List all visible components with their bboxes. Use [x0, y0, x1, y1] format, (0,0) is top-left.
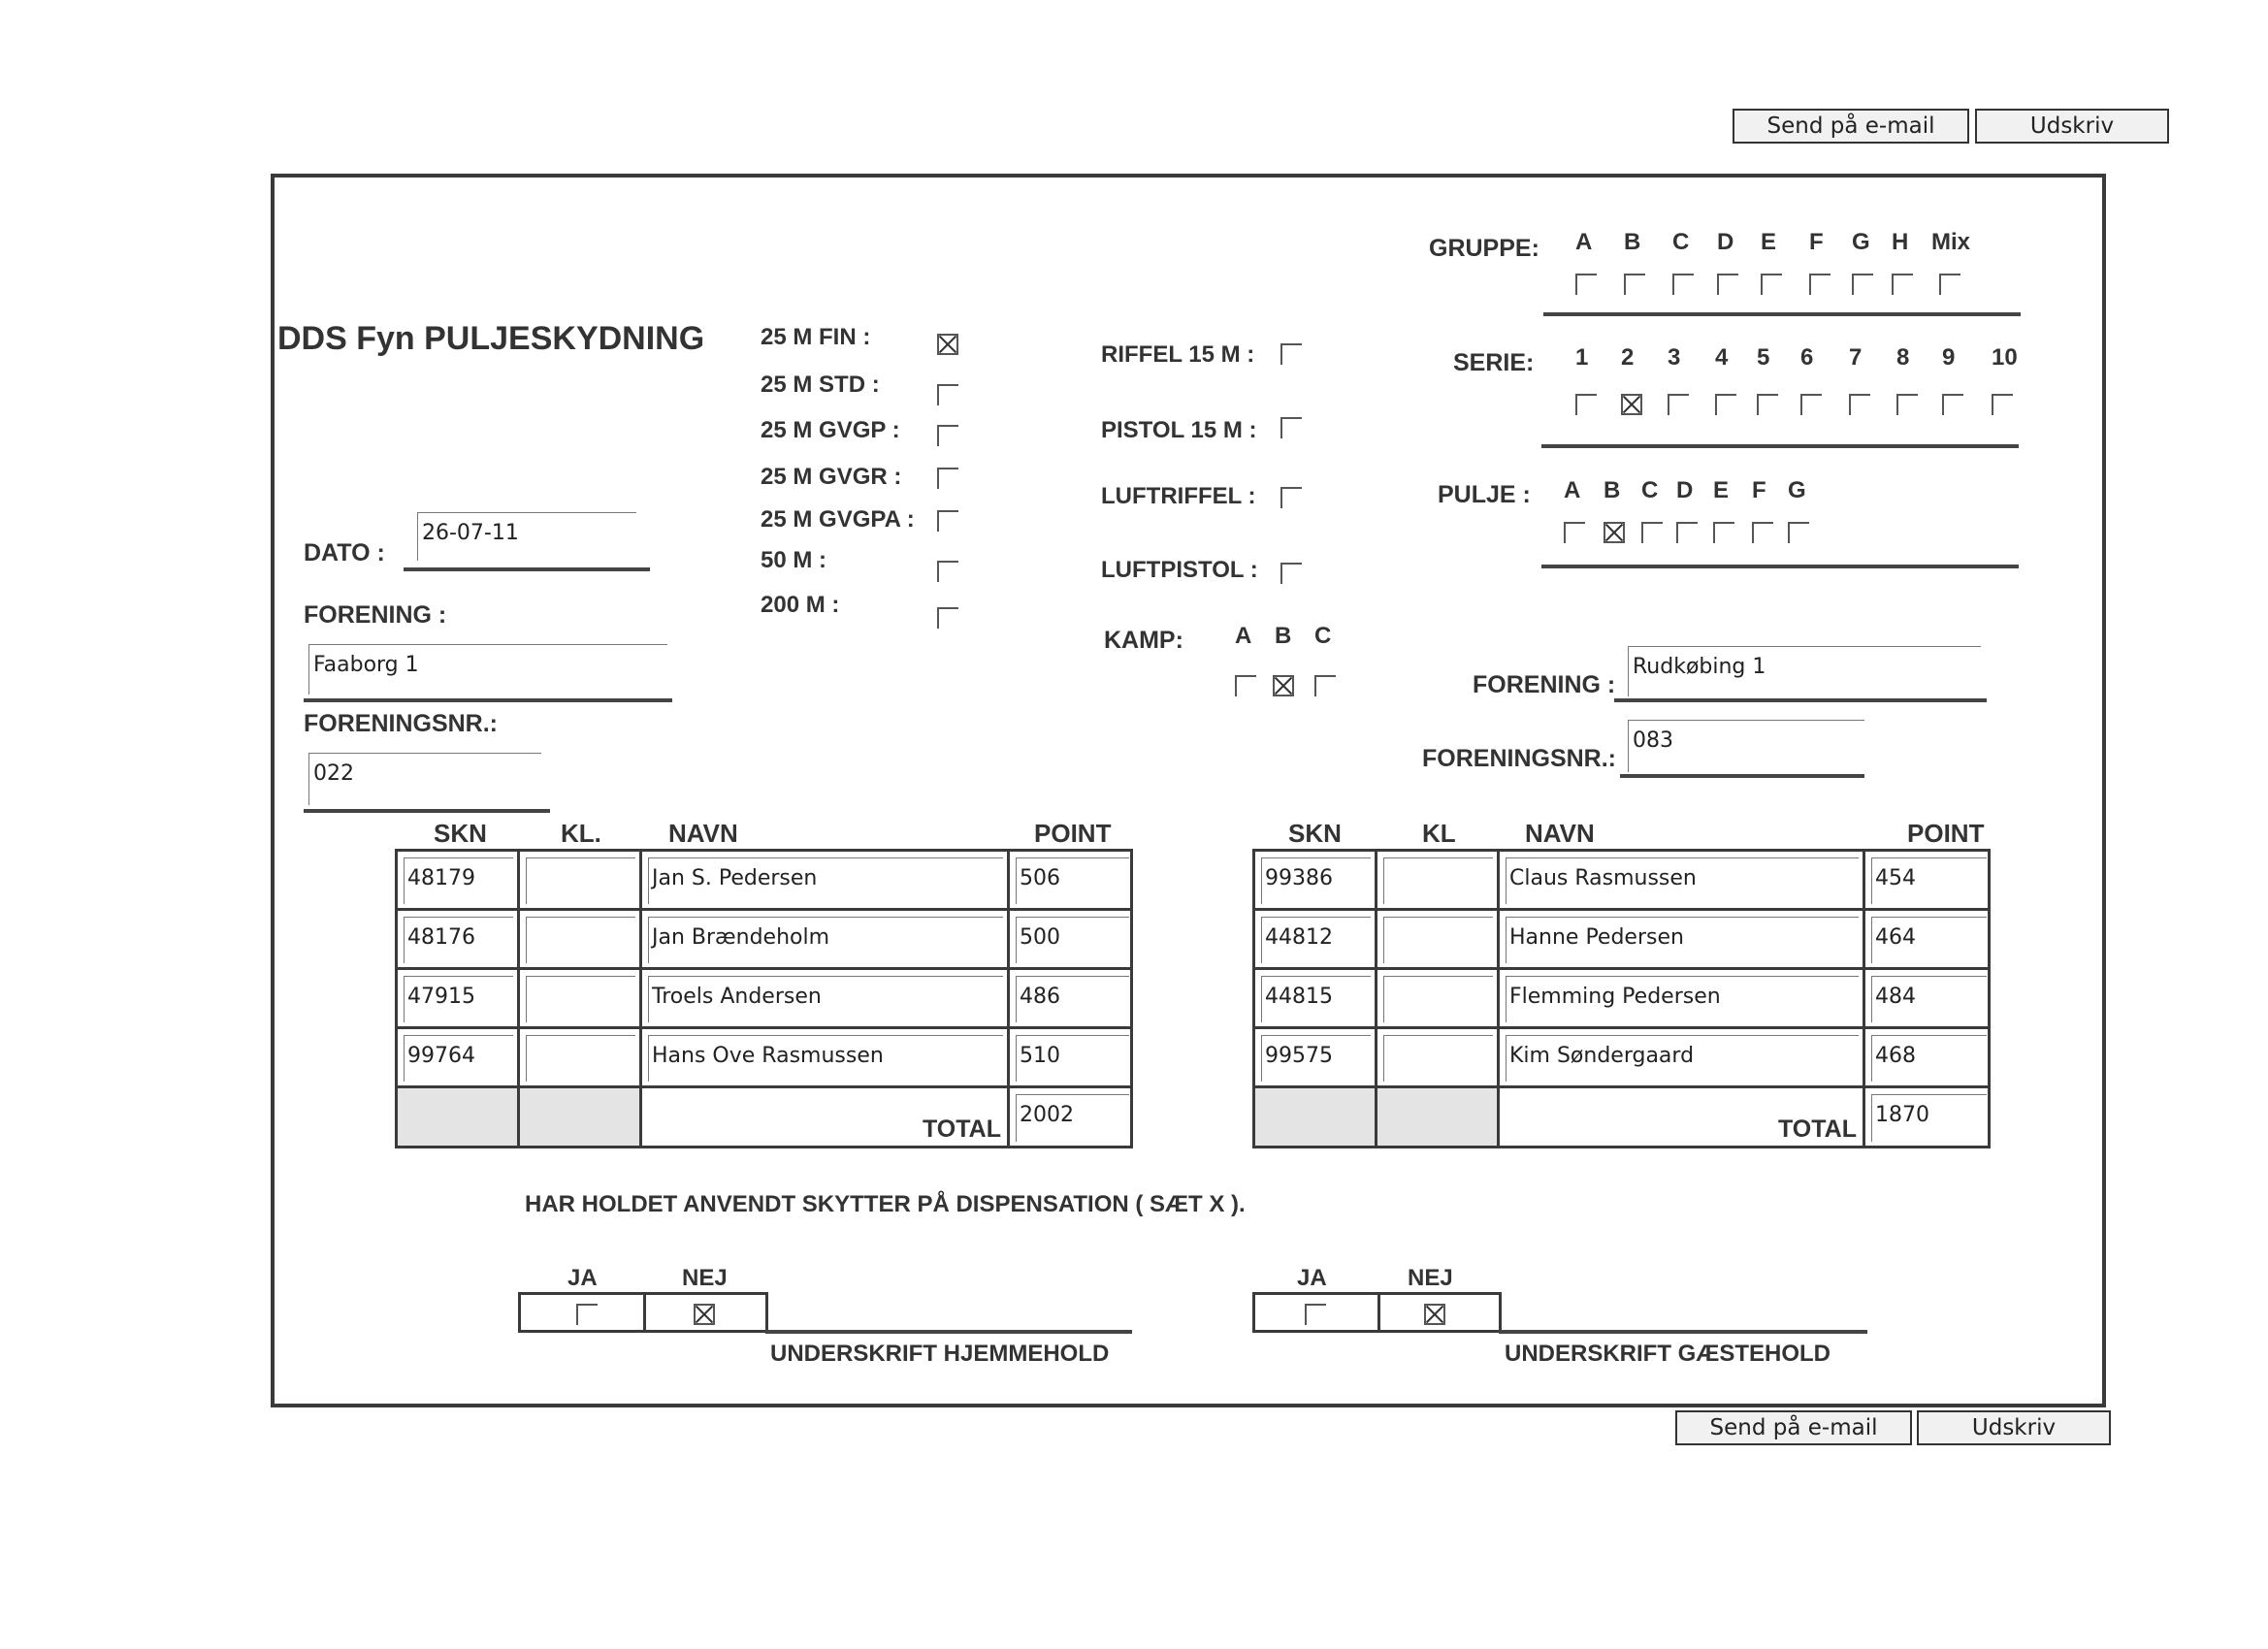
- navn-field[interactable]: Hans Ove Rasmussen: [648, 1035, 1003, 1082]
- serie-option-checkbox[interactable]: [1621, 394, 1642, 415]
- guest-table-header-skn: SKN: [1288, 819, 1342, 848]
- pulje-option-checkbox[interactable]: [1752, 522, 1773, 543]
- guest-table-header-navn: NAVN: [1525, 819, 1595, 848]
- pulje-option-checkbox[interactable]: [1641, 522, 1663, 543]
- guest-table-cell: [1377, 970, 1500, 1029]
- kamp-option-label: A: [1235, 623, 1252, 649]
- home-table-header-navn: NAVN: [668, 819, 738, 848]
- discipline-label: 25 M GVGR :: [761, 464, 902, 490]
- serie-option-label: 5: [1757, 344, 1770, 371]
- send-email-button-top[interactable]: Send på e-mail: [1733, 109, 1969, 144]
- guest-table-total-cell: [1865, 1088, 1991, 1146]
- pulje-option-checkbox[interactable]: [1676, 522, 1698, 543]
- guest-signature-label: UNDERSKRIFT GÆSTEHOLD: [1505, 1341, 1831, 1367]
- serie-option-label: 6: [1800, 344, 1814, 371]
- other-discipline-label: PISTOL 15 M :: [1101, 417, 1257, 443]
- home-forening-label: FORENING :: [304, 601, 447, 629]
- dispensation-question: HAR HOLDET ANVENDT SKYTTER PÅ DISPENSATION ( SÆT X ).: [525, 1191, 1246, 1217]
- skn-field[interactable]: 99764: [404, 1035, 513, 1082]
- home-table-total-cell: [1010, 1088, 1133, 1146]
- home-ja-label: JA: [567, 1265, 598, 1291]
- gruppe-option-label: G: [1852, 229, 1870, 255]
- guest-foreningsnr-underline: [1620, 774, 1864, 778]
- guest-forening-label: FORENING :: [1473, 671, 1616, 698]
- discipline-label: 25 M GVGP :: [761, 417, 900, 443]
- guest-table-total-blank: [1255, 1088, 1377, 1146]
- home-table-cell: [398, 852, 520, 911]
- serie-option-checkbox[interactable]: [1715, 394, 1736, 415]
- discipline-label: 25 M GVGPA :: [761, 506, 915, 533]
- serie-option-label: 1: [1575, 344, 1589, 371]
- serie-label: SERIE:: [1453, 349, 1535, 376]
- kamp-option-label: B: [1275, 623, 1292, 649]
- total-field[interactable]: 1870: [1871, 1094, 1987, 1142]
- home-table-cell: [1010, 1029, 1133, 1088]
- discipline-label: 25 M FIN :: [761, 324, 871, 350]
- kamp-option-checkbox[interactable]: [1314, 675, 1336, 696]
- home-table-cell: [642, 852, 1010, 911]
- kl-field[interactable]: [1383, 917, 1493, 963]
- serie-option-label: 4: [1715, 344, 1729, 371]
- home-table-header-kl: KL.: [561, 819, 601, 848]
- skn-field[interactable]: 48179: [404, 857, 513, 904]
- home-table-cell: [642, 911, 1010, 970]
- guest-foreningsnr-field[interactable]: 083: [1628, 720, 1864, 772]
- serie-option-label: 7: [1849, 344, 1863, 371]
- home-table-cell: [642, 1029, 1010, 1088]
- discipline-checkbox[interactable]: [937, 384, 958, 405]
- home-table-cell: [1010, 970, 1133, 1029]
- pulje-option-checkbox[interactable]: [1564, 522, 1585, 543]
- guest-table-cell: [1377, 1029, 1500, 1088]
- gruppe-option-checkbox[interactable]: [1575, 274, 1597, 295]
- guest-table-total-label: TOTAL: [1777, 1116, 1857, 1143]
- guest-table-cell: [1500, 970, 1865, 1029]
- home-table-cell: [520, 852, 642, 911]
- guest-table-cell: [1255, 1029, 1377, 1088]
- pulje-label: PULJE :: [1438, 481, 1531, 508]
- guest-forening-underline: [1614, 698, 1987, 702]
- serie-option-label: 3: [1668, 344, 1681, 371]
- discipline-checkbox[interactable]: [937, 561, 958, 582]
- home-table-header-point: POINT: [1034, 819, 1112, 848]
- kamp-option-checkbox[interactable]: [1273, 675, 1294, 696]
- pulje-option-label: C: [1641, 477, 1659, 503]
- navn-field[interactable]: Hanne Pedersen: [1506, 917, 1859, 963]
- kl-field[interactable]: [526, 917, 635, 963]
- pulje-option-label: B: [1604, 477, 1621, 503]
- guest-signature-line: [1499, 1330, 1867, 1334]
- discipline-checkbox[interactable]: [937, 425, 958, 446]
- point-field[interactable]: 510: [1016, 1035, 1129, 1082]
- total-field[interactable]: 2002: [1016, 1094, 1129, 1142]
- home-table-cell: [1010, 852, 1133, 911]
- gruppe-option-checkbox[interactable]: [1717, 274, 1738, 295]
- serie-option-checkbox[interactable]: [1668, 394, 1689, 415]
- kl-field[interactable]: [1383, 1035, 1493, 1082]
- kl-field[interactable]: [1383, 976, 1493, 1022]
- home-table-cell: [642, 970, 1010, 1029]
- gruppe-option-label: C: [1672, 229, 1690, 255]
- guest-table-grid: [1252, 849, 1991, 1148]
- guest-table-total-label-cell: [1500, 1088, 1865, 1146]
- serie-option-checkbox[interactable]: [1992, 394, 2013, 415]
- guest-table-cell: [1865, 1029, 1991, 1088]
- pulje-divider: [1541, 565, 2019, 568]
- guest-table-cell: [1500, 1029, 1865, 1088]
- send-email-button-bottom[interactable]: Send på e-mail: [1675, 1410, 1912, 1445]
- home-foreningsnr-label: FORENINGSNR.:: [304, 710, 498, 737]
- serie-option-checkbox[interactable]: [1757, 394, 1778, 415]
- point-field[interactable]: 468: [1871, 1035, 1987, 1082]
- serie-option-label: 2: [1621, 344, 1635, 371]
- guest-table-cell: [1255, 852, 1377, 911]
- pulje-option-label: G: [1788, 477, 1806, 503]
- discipline-checkbox[interactable]: [937, 607, 958, 629]
- navn-field[interactable]: Jan S. Pedersen: [648, 857, 1003, 904]
- navn-field[interactable]: Flemming Pedersen: [1506, 976, 1859, 1022]
- serie-option-label: 9: [1942, 344, 1956, 371]
- home-dispensation-box: [518, 1292, 768, 1333]
- discipline-label: 25 M STD :: [761, 372, 880, 398]
- pulje-option-checkbox[interactable]: [1788, 522, 1809, 543]
- home-foreningsnr-field[interactable]: 022: [308, 753, 541, 805]
- guest-table-cell: [1865, 852, 1991, 911]
- gruppe-option-label: Mix: [1931, 229, 1971, 255]
- serie-option-checkbox[interactable]: [1575, 394, 1597, 415]
- home-table-total-blank: [398, 1088, 520, 1146]
- other-discipline-label: RIFFEL 15 M :: [1101, 341, 1255, 368]
- guest-table-cell: [1865, 911, 1991, 970]
- guest-nej-checkbox[interactable]: [1424, 1304, 1445, 1325]
- home-table-cell: [1010, 911, 1133, 970]
- gruppe-option-label: D: [1717, 229, 1734, 255]
- guest-table-cell: [1377, 852, 1500, 911]
- point-field[interactable]: 454: [1871, 857, 1987, 904]
- guest-forening-field[interactable]: Rudkøbing 1: [1628, 646, 1981, 696]
- pulje-option-label: F: [1752, 477, 1766, 503]
- gruppe-label: GRUPPE:: [1429, 235, 1539, 262]
- kl-field[interactable]: [526, 1035, 635, 1082]
- gruppe-option-checkbox[interactable]: [1761, 274, 1782, 295]
- point-field[interactable]: 486: [1016, 976, 1129, 1022]
- guest-table-cell: [1377, 911, 1500, 970]
- home-ja-checkbox[interactable]: [576, 1304, 598, 1325]
- serie-option-label: 8: [1896, 344, 1910, 371]
- guest-nej-label: NEJ: [1408, 1265, 1453, 1291]
- kamp-option-label: C: [1314, 623, 1332, 649]
- guest-dispensation-box: [1252, 1292, 1502, 1333]
- guest-foreningsnr-label: FORENINGSNR.:: [1422, 745, 1616, 772]
- dato-field[interactable]: 26-07-11: [417, 512, 636, 561]
- pulje-option-label: E: [1713, 477, 1730, 503]
- home-table-total-label-cell: [642, 1088, 1010, 1146]
- guest-table-header-kl: KL: [1422, 819, 1456, 848]
- other-discipline-checkbox[interactable]: [1280, 343, 1302, 365]
- serie-option-label: 10: [1992, 344, 2018, 371]
- home-table-cell: [398, 1029, 520, 1088]
- kl-field[interactable]: [1383, 857, 1493, 904]
- home-forening-underline: [304, 698, 672, 702]
- guest-table-cell: [1255, 911, 1377, 970]
- serie-option-checkbox[interactable]: [1942, 394, 1963, 415]
- home-foreningsnr-underline: [304, 809, 550, 813]
- other-discipline-checkbox[interactable]: [1280, 417, 1302, 438]
- home-table-cell: [398, 911, 520, 970]
- point-field[interactable]: 464: [1871, 917, 1987, 963]
- skn-field[interactable]: 44815: [1261, 976, 1371, 1022]
- dato-label: DATO :: [304, 539, 385, 566]
- home-signature-line: [765, 1330, 1132, 1334]
- discipline-checkbox[interactable]: [937, 334, 958, 355]
- kamp-label: KAMP:: [1104, 627, 1183, 654]
- discipline-label: 50 M :: [761, 547, 827, 573]
- guest-table-cell: [1500, 852, 1865, 911]
- guest-table-cell: [1500, 911, 1865, 970]
- home-table-grid: [395, 849, 1133, 1148]
- gruppe-option-checkbox[interactable]: [1624, 274, 1645, 295]
- guest-table-total-blank: [1377, 1088, 1500, 1146]
- home-forening-field[interactable]: Faaborg 1: [308, 644, 667, 695]
- kl-field[interactable]: [526, 976, 635, 1022]
- gruppe-option-label: B: [1624, 229, 1641, 255]
- skn-field[interactable]: 99575: [1261, 1035, 1371, 1082]
- home-table-cell: [520, 911, 642, 970]
- home-table-total-label: TOTAL: [922, 1116, 1001, 1143]
- gruppe-option-checkbox[interactable]: [1809, 274, 1831, 295]
- form-title: DDS Fyn PULJESKYDNING: [277, 320, 705, 357]
- other-discipline-label: LUFTPISTOL :: [1101, 557, 1258, 583]
- point-field[interactable]: 500: [1016, 917, 1129, 963]
- gruppe-option-label: H: [1892, 229, 1909, 255]
- guest-ja-checkbox[interactable]: [1305, 1304, 1326, 1325]
- navn-field[interactable]: Troels Andersen: [648, 976, 1003, 1022]
- other-discipline-label: LUFTRIFFEL :: [1101, 483, 1256, 509]
- other-discipline-checkbox[interactable]: [1280, 487, 1302, 508]
- guest-table-cell: [1255, 970, 1377, 1029]
- navn-field[interactable]: Claus Rasmussen: [1506, 857, 1859, 904]
- other-discipline-checkbox[interactable]: [1280, 563, 1302, 584]
- skn-field[interactable]: 99386: [1261, 857, 1371, 904]
- home-table-header-skn: SKN: [434, 819, 487, 848]
- pulje-option-label: D: [1676, 477, 1694, 503]
- point-field[interactable]: 506: [1016, 857, 1129, 904]
- guest-table-header-point: POINT: [1907, 819, 1985, 848]
- kl-field[interactable]: [526, 857, 635, 904]
- gruppe-option-checkbox[interactable]: [1852, 274, 1873, 295]
- gruppe-option-label: F: [1809, 229, 1824, 255]
- gruppe-option-checkbox[interactable]: [1892, 274, 1913, 295]
- kamp-option-checkbox[interactable]: [1235, 675, 1256, 696]
- point-field[interactable]: 484: [1871, 976, 1987, 1022]
- gruppe-option-checkbox[interactable]: [1672, 274, 1694, 295]
- dato-underline: [404, 567, 650, 571]
- guest-ja-label: JA: [1297, 1265, 1327, 1291]
- guest-table-cell: [1865, 970, 1991, 1029]
- home-table-cell: [520, 1029, 642, 1088]
- navn-field[interactable]: Kim Søndergaard: [1506, 1035, 1859, 1082]
- navn-field[interactable]: Jan Brændeholm: [648, 917, 1003, 963]
- print-button-bottom[interactable]: Udskriv: [1917, 1410, 2111, 1445]
- serie-option-checkbox[interactable]: [1800, 394, 1822, 415]
- skn-field[interactable]: 48176: [404, 917, 513, 963]
- pulje-option-checkbox[interactable]: [1604, 522, 1625, 543]
- skn-field[interactable]: 47915: [404, 976, 513, 1022]
- print-button-top[interactable]: Udskriv: [1975, 109, 2169, 144]
- pulje-option-checkbox[interactable]: [1713, 522, 1734, 543]
- gruppe-option-checkbox[interactable]: [1939, 274, 1960, 295]
- home-table-cell: [398, 970, 520, 1029]
- serie-divider: [1541, 444, 2019, 448]
- home-signature-label: UNDERSKRIFT HJEMMEHOLD: [770, 1341, 1110, 1367]
- home-table-cell: [520, 970, 642, 1029]
- serie-option-checkbox[interactable]: [1849, 394, 1870, 415]
- home-nej-label: NEJ: [682, 1265, 728, 1291]
- discipline-checkbox[interactable]: [937, 510, 958, 532]
- skn-field[interactable]: 44812: [1261, 917, 1371, 963]
- serie-option-checkbox[interactable]: [1896, 394, 1918, 415]
- home-table-total-blank: [520, 1088, 642, 1146]
- gruppe-divider: [1543, 312, 2021, 316]
- discipline-label: 200 M :: [761, 592, 840, 618]
- discipline-checkbox[interactable]: [937, 468, 958, 489]
- home-nej-checkbox[interactable]: [694, 1304, 715, 1325]
- gruppe-option-label: A: [1575, 229, 1593, 255]
- pulje-option-label: A: [1564, 477, 1581, 503]
- gruppe-option-label: E: [1761, 229, 1777, 255]
